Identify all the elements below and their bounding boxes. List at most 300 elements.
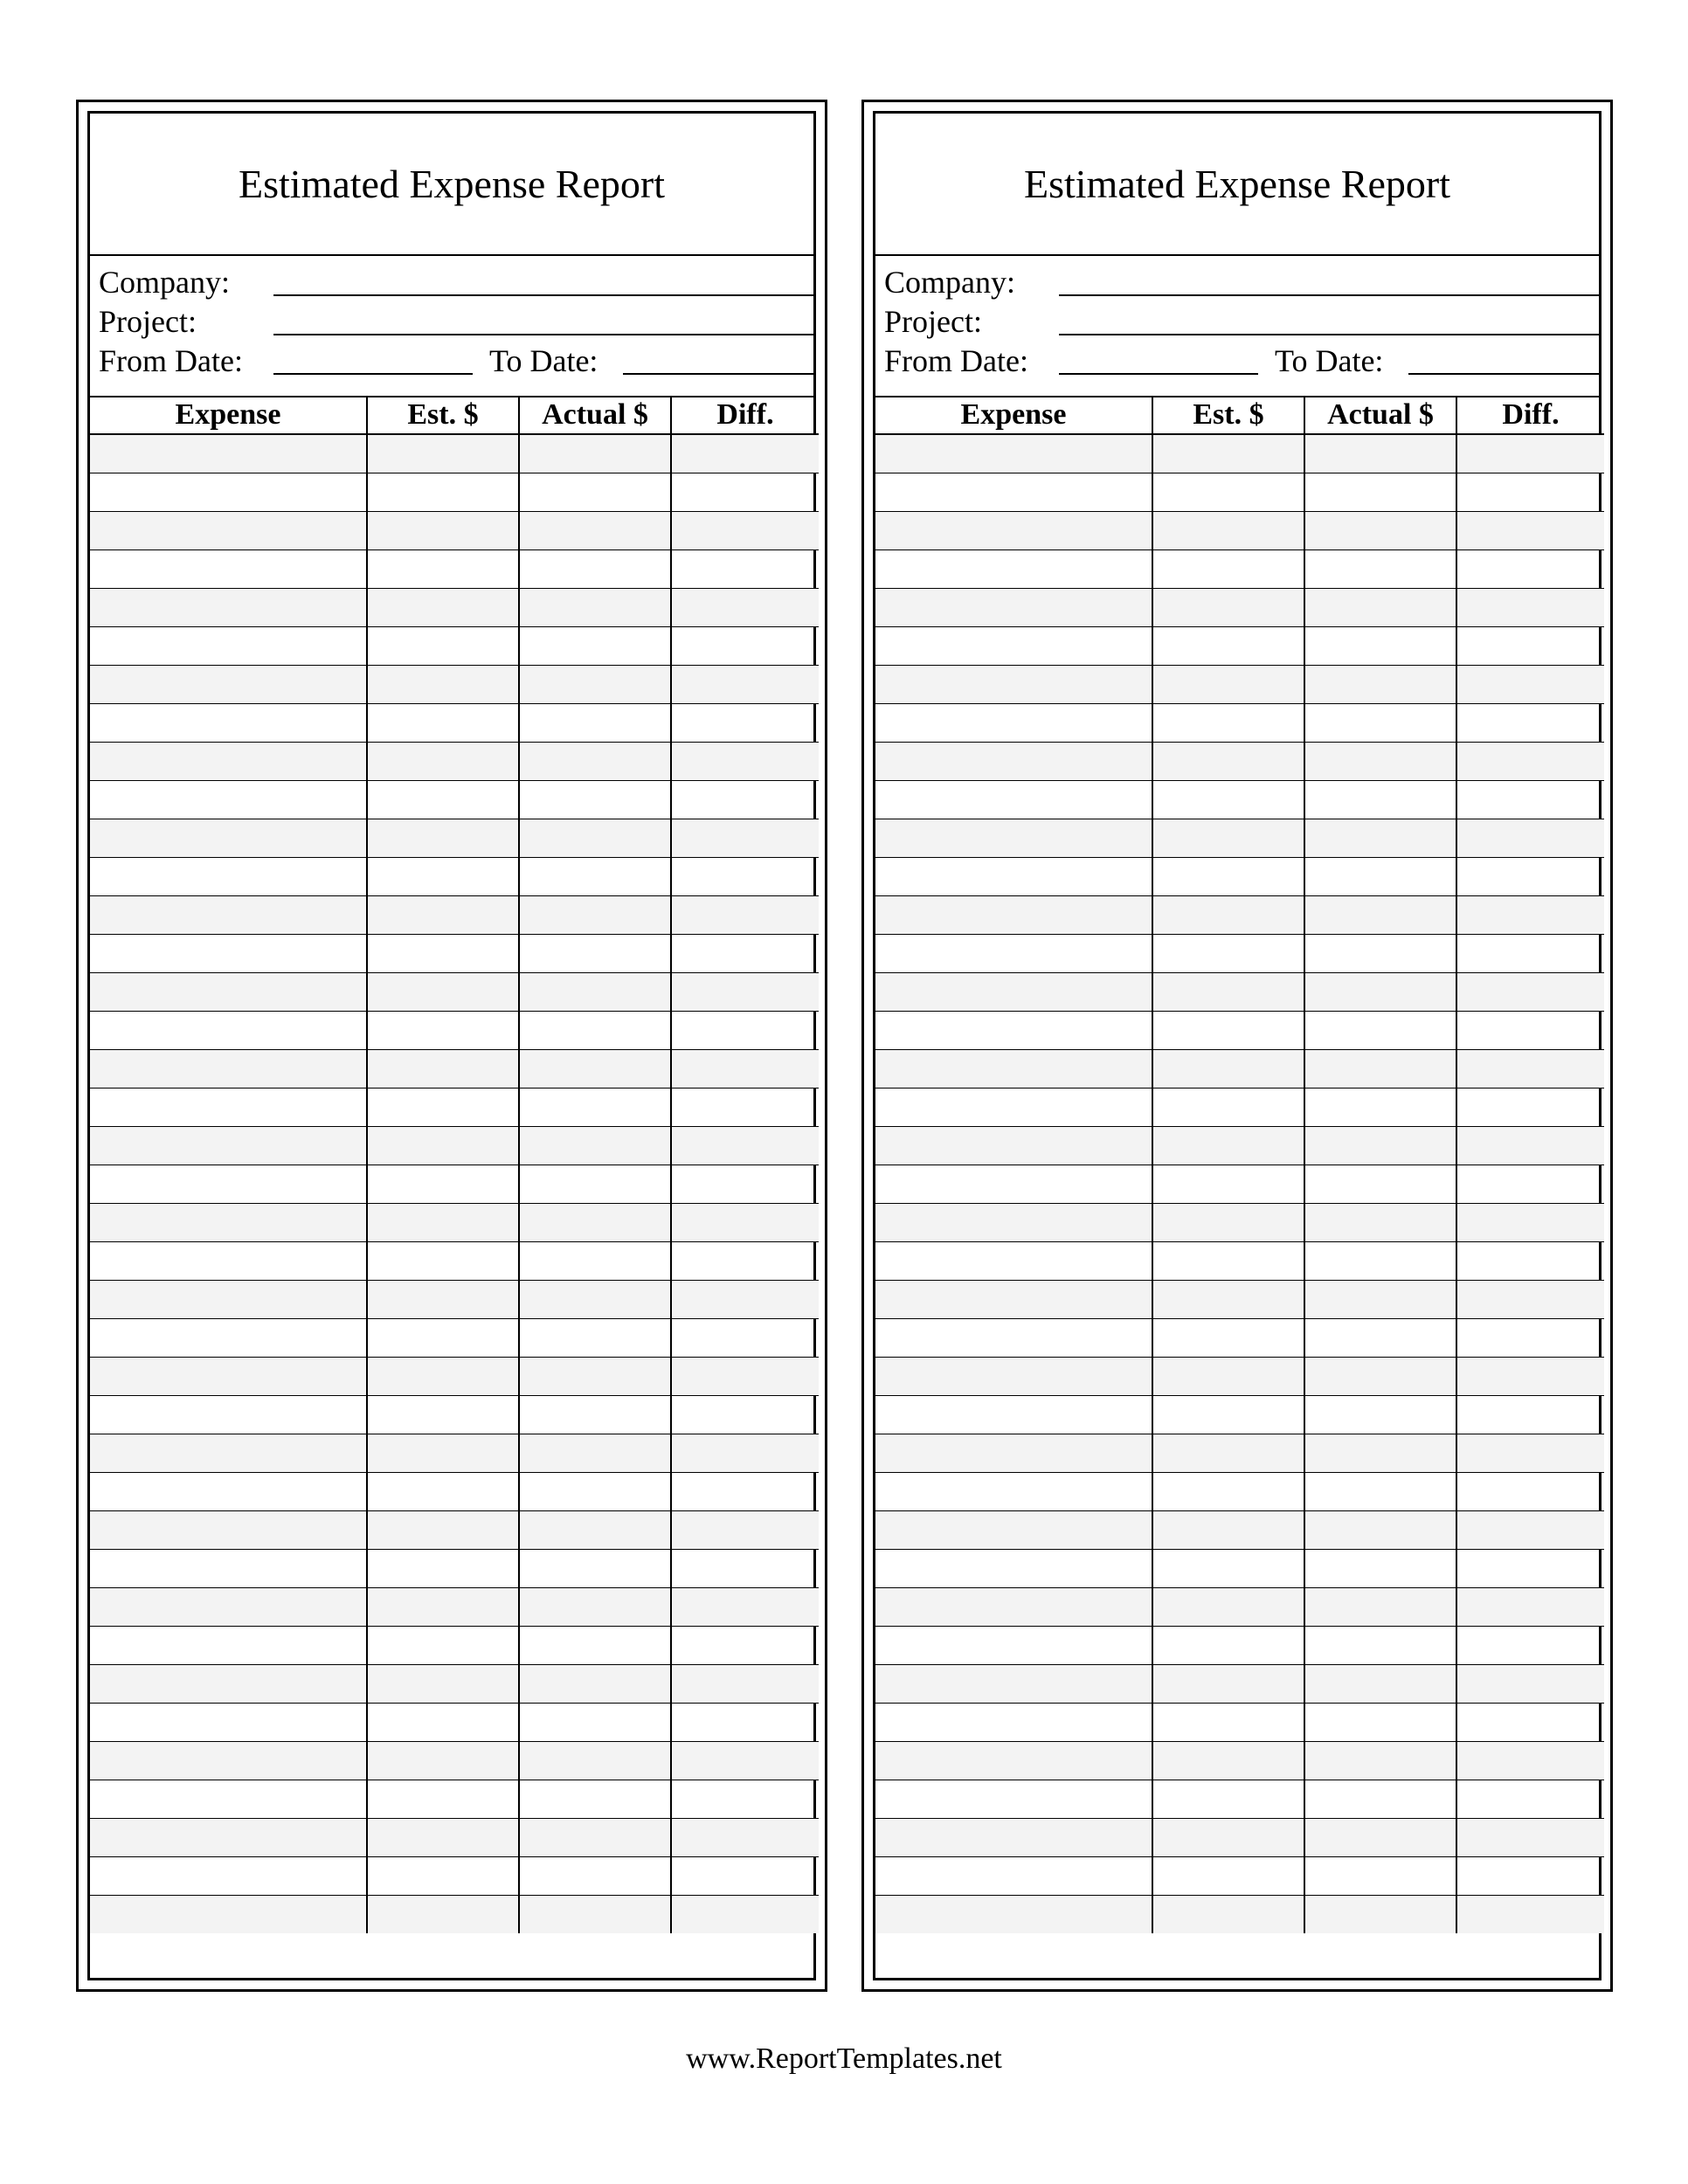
est-cell[interactable] [367,1780,519,1819]
diff-cell[interactable] [671,743,819,781]
expense-cell[interactable] [875,589,1152,627]
diff-cell[interactable] [1456,1704,1604,1742]
diff-cell[interactable] [1456,1780,1604,1819]
diff-cell[interactable] [1456,1358,1604,1396]
actual-cell[interactable] [519,1050,671,1089]
actual-cell[interactable] [1304,1704,1456,1742]
expense-cell[interactable] [875,1627,1152,1665]
diff-cell[interactable] [671,1704,819,1742]
est-cell[interactable] [1152,704,1304,743]
company-field[interactable] [1059,294,1599,296]
diff-cell[interactable] [671,1857,819,1896]
est-cell[interactable] [367,1396,519,1434]
actual-cell[interactable] [1304,1857,1456,1896]
actual-cell[interactable] [1304,1665,1456,1704]
expense-cell[interactable] [90,1396,367,1434]
est-cell[interactable] [1152,1050,1304,1089]
est-cell[interactable] [1152,743,1304,781]
actual-cell[interactable] [1304,1204,1456,1242]
actual-cell[interactable] [519,1665,671,1704]
diff-cell[interactable] [1456,1242,1604,1281]
actual-cell[interactable] [1304,1588,1456,1627]
est-cell[interactable] [1152,473,1304,512]
diff-cell[interactable] [1456,473,1604,512]
diff-cell[interactable] [1456,1127,1604,1165]
expense-cell[interactable] [875,1319,1152,1358]
actual-cell[interactable] [519,1242,671,1281]
actual-cell[interactable] [519,1319,671,1358]
expense-cell[interactable] [875,1857,1152,1896]
actual-cell[interactable] [1304,1281,1456,1319]
diff-cell[interactable] [1456,1319,1604,1358]
diff-cell[interactable] [671,1050,819,1089]
est-cell[interactable] [367,704,519,743]
expense-cell[interactable] [90,550,367,589]
est-cell[interactable] [1152,1358,1304,1396]
expense-cell[interactable] [875,1281,1152,1319]
est-cell[interactable] [367,1857,519,1896]
expense-cell[interactable] [90,1780,367,1819]
expense-cell[interactable] [875,1089,1152,1127]
est-cell[interactable] [1152,627,1304,666]
diff-cell[interactable] [1456,1089,1604,1127]
est-cell[interactable] [1152,1742,1304,1780]
expense-cell[interactable] [90,1704,367,1742]
expense-cell[interactable] [90,627,367,666]
est-cell[interactable] [367,1165,519,1204]
est-cell[interactable] [1152,434,1304,473]
diff-cell[interactable] [671,550,819,589]
diff-cell[interactable] [671,512,819,550]
actual-cell[interactable] [519,1780,671,1819]
diff-cell[interactable] [1456,1857,1604,1896]
est-cell[interactable] [1152,1704,1304,1742]
diff-cell[interactable] [1456,1665,1604,1704]
actual-cell[interactable] [1304,1511,1456,1550]
expense-cell[interactable] [875,743,1152,781]
est-cell[interactable] [1152,1089,1304,1127]
expense-cell[interactable] [875,434,1152,473]
expense-cell[interactable] [875,627,1152,666]
est-cell[interactable] [367,1819,519,1857]
expense-cell[interactable] [90,1434,367,1473]
actual-cell[interactable] [1304,704,1456,743]
actual-cell[interactable] [1304,1473,1456,1511]
est-cell[interactable] [1152,1204,1304,1242]
actual-cell[interactable] [519,550,671,589]
est-cell[interactable] [367,896,519,935]
diff-cell[interactable] [671,1780,819,1819]
actual-cell[interactable] [1304,1550,1456,1588]
expense-cell[interactable] [875,1665,1152,1704]
est-cell[interactable] [1152,1434,1304,1473]
actual-cell[interactable] [519,1627,671,1665]
actual-cell[interactable] [519,743,671,781]
expense-cell[interactable] [90,1742,367,1780]
diff-cell[interactable] [671,704,819,743]
est-cell[interactable] [367,1588,519,1627]
est-cell[interactable] [1152,589,1304,627]
expense-cell[interactable] [90,1511,367,1550]
est-cell[interactable] [1152,1511,1304,1550]
diff-cell[interactable] [1456,743,1604,781]
diff-cell[interactable] [671,819,819,858]
actual-cell[interactable] [519,1588,671,1627]
diff-cell[interactable] [1456,550,1604,589]
actual-cell[interactable] [1304,1127,1456,1165]
actual-cell[interactable] [1304,1012,1456,1050]
expense-cell[interactable] [875,781,1152,819]
diff-cell[interactable] [671,781,819,819]
actual-cell[interactable] [1304,1050,1456,1089]
actual-cell[interactable] [1304,819,1456,858]
expense-cell[interactable] [875,1550,1152,1588]
est-cell[interactable] [1152,666,1304,704]
est-cell[interactable] [1152,1012,1304,1050]
diff-cell[interactable] [671,1819,819,1857]
est-cell[interactable] [367,935,519,973]
actual-cell[interactable] [519,1857,671,1896]
actual-cell[interactable] [1304,1742,1456,1780]
actual-cell[interactable] [1304,512,1456,550]
est-cell[interactable] [1152,819,1304,858]
actual-cell[interactable] [1304,1819,1456,1857]
est-cell[interactable] [1152,1127,1304,1165]
est-cell[interactable] [1152,858,1304,896]
expense-cell[interactable] [90,743,367,781]
expense-cell[interactable] [875,1896,1152,1934]
expense-cell[interactable] [90,512,367,550]
expense-cell[interactable] [90,1473,367,1511]
actual-cell[interactable] [1304,1780,1456,1819]
expense-cell[interactable] [875,1050,1152,1089]
expense-cell[interactable] [90,1242,367,1281]
expense-cell[interactable] [875,1127,1152,1165]
diff-cell[interactable] [671,858,819,896]
est-cell[interactable] [1152,1780,1304,1819]
expense-cell[interactable] [875,1511,1152,1550]
diff-cell[interactable] [1456,781,1604,819]
diff-cell[interactable] [1456,1012,1604,1050]
est-cell[interactable] [1152,1665,1304,1704]
expense-cell[interactable] [875,1396,1152,1434]
from-date-field[interactable] [1059,373,1258,375]
expense-cell[interactable] [875,666,1152,704]
est-cell[interactable] [367,819,519,858]
actual-cell[interactable] [1304,1089,1456,1127]
actual-cell[interactable] [1304,1396,1456,1434]
actual-cell[interactable] [519,1473,671,1511]
est-cell[interactable] [367,973,519,1012]
expense-cell[interactable] [90,1050,367,1089]
expense-cell[interactable] [875,1704,1152,1742]
expense-cell[interactable] [90,1857,367,1896]
diff-cell[interactable] [1456,1050,1604,1089]
diff-cell[interactable] [671,666,819,704]
expense-cell[interactable] [90,819,367,858]
actual-cell[interactable] [519,973,671,1012]
expense-cell[interactable] [875,819,1152,858]
est-cell[interactable] [1152,1473,1304,1511]
actual-cell[interactable] [519,1896,671,1934]
diff-cell[interactable] [671,1319,819,1358]
est-cell[interactable] [1152,1857,1304,1896]
diff-cell[interactable] [671,1511,819,1550]
diff-cell[interactable] [1456,896,1604,935]
actual-cell[interactable] [1304,1358,1456,1396]
est-cell[interactable] [367,1511,519,1550]
diff-cell[interactable] [1456,1896,1604,1934]
project-field[interactable] [273,334,813,335]
expense-cell[interactable] [875,1242,1152,1281]
diff-cell[interactable] [671,896,819,935]
diff-cell[interactable] [1456,704,1604,743]
actual-cell[interactable] [1304,896,1456,935]
actual-cell[interactable] [519,627,671,666]
est-cell[interactable] [367,627,519,666]
to-date-field[interactable] [623,373,813,375]
est-cell[interactable] [1152,1319,1304,1358]
diff-cell[interactable] [1456,627,1604,666]
est-cell[interactable] [1152,935,1304,973]
expense-cell[interactable] [90,1819,367,1857]
est-cell[interactable] [367,666,519,704]
actual-cell[interactable] [519,704,671,743]
est-cell[interactable] [1152,1896,1304,1934]
est-cell[interactable] [367,589,519,627]
est-cell[interactable] [367,1358,519,1396]
expense-cell[interactable] [90,1089,367,1127]
expense-cell[interactable] [875,1204,1152,1242]
expense-cell[interactable] [875,858,1152,896]
diff-cell[interactable] [671,1434,819,1473]
expense-cell[interactable] [90,589,367,627]
diff-cell[interactable] [671,1242,819,1281]
diff-cell[interactable] [671,1358,819,1396]
expense-cell[interactable] [90,434,367,473]
diff-cell[interactable] [1456,858,1604,896]
diff-cell[interactable] [671,434,819,473]
actual-cell[interactable] [1304,1627,1456,1665]
diff-cell[interactable] [671,1165,819,1204]
expense-cell[interactable] [90,973,367,1012]
actual-cell[interactable] [519,434,671,473]
est-cell[interactable] [367,1127,519,1165]
actual-cell[interactable] [519,666,671,704]
diff-cell[interactable] [1456,1627,1604,1665]
expense-cell[interactable] [90,1588,367,1627]
diff-cell[interactable] [1456,1165,1604,1204]
actual-cell[interactable] [519,935,671,973]
expense-cell[interactable] [875,550,1152,589]
actual-cell[interactable] [519,858,671,896]
expense-cell[interactable] [90,1165,367,1204]
expense-cell[interactable] [875,1780,1152,1819]
actual-cell[interactable] [1304,1434,1456,1473]
diff-cell[interactable] [1456,589,1604,627]
expense-cell[interactable] [90,935,367,973]
est-cell[interactable] [367,781,519,819]
actual-cell[interactable] [1304,550,1456,589]
actual-cell[interactable] [519,1434,671,1473]
diff-cell[interactable] [1456,1819,1604,1857]
est-cell[interactable] [367,1012,519,1050]
actual-cell[interactable] [1304,473,1456,512]
expense-cell[interactable] [90,1550,367,1588]
est-cell[interactable] [367,1627,519,1665]
diff-cell[interactable] [671,1742,819,1780]
est-cell[interactable] [1152,1396,1304,1434]
actual-cell[interactable] [519,1089,671,1127]
est-cell[interactable] [367,1704,519,1742]
expense-cell[interactable] [875,512,1152,550]
expense-cell[interactable] [90,1896,367,1934]
diff-cell[interactable] [1456,1511,1604,1550]
diff-cell[interactable] [671,473,819,512]
diff-cell[interactable] [1456,1434,1604,1473]
est-cell[interactable] [367,1473,519,1511]
expense-cell[interactable] [875,973,1152,1012]
actual-cell[interactable] [519,781,671,819]
expense-cell[interactable] [90,473,367,512]
est-cell[interactable] [1152,1627,1304,1665]
est-cell[interactable] [367,1896,519,1934]
actual-cell[interactable] [519,589,671,627]
est-cell[interactable] [367,1089,519,1127]
expense-cell[interactable] [90,666,367,704]
est-cell[interactable] [1152,512,1304,550]
est-cell[interactable] [367,1319,519,1358]
company-field[interactable] [273,294,813,296]
actual-cell[interactable] [1304,781,1456,819]
expense-cell[interactable] [90,858,367,896]
actual-cell[interactable] [1304,858,1456,896]
actual-cell[interactable] [519,819,671,858]
est-cell[interactable] [367,1204,519,1242]
actual-cell[interactable] [1304,743,1456,781]
est-cell[interactable] [367,1050,519,1089]
expense-cell[interactable] [90,1281,367,1319]
est-cell[interactable] [367,1665,519,1704]
diff-cell[interactable] [671,935,819,973]
diff-cell[interactable] [671,1281,819,1319]
actual-cell[interactable] [1304,1242,1456,1281]
actual-cell[interactable] [519,1511,671,1550]
est-cell[interactable] [1152,896,1304,935]
est-cell[interactable] [367,512,519,550]
actual-cell[interactable] [519,1127,671,1165]
est-cell[interactable] [1152,973,1304,1012]
expense-cell[interactable] [90,1204,367,1242]
diff-cell[interactable] [671,1550,819,1588]
expense-cell[interactable] [875,1473,1152,1511]
expense-cell[interactable] [875,1434,1152,1473]
expense-cell[interactable] [90,1012,367,1050]
diff-cell[interactable] [1456,1550,1604,1588]
est-cell[interactable] [367,858,519,896]
actual-cell[interactable] [519,1281,671,1319]
expense-cell[interactable] [875,935,1152,973]
diff-cell[interactable] [671,973,819,1012]
expense-cell[interactable] [875,473,1152,512]
actual-cell[interactable] [519,512,671,550]
actual-cell[interactable] [519,1550,671,1588]
diff-cell[interactable] [671,1665,819,1704]
expense-cell[interactable] [90,1627,367,1665]
expense-cell[interactable] [875,1358,1152,1396]
diff-cell[interactable] [1456,666,1604,704]
actual-cell[interactable] [1304,1896,1456,1934]
expense-cell[interactable] [90,1665,367,1704]
diff-cell[interactable] [1456,1204,1604,1242]
expense-cell[interactable] [90,1127,367,1165]
expense-cell[interactable] [875,1165,1152,1204]
diff-cell[interactable] [1456,1588,1604,1627]
actual-cell[interactable] [1304,589,1456,627]
expense-cell[interactable] [90,1319,367,1358]
from-date-field[interactable] [273,373,473,375]
diff-cell[interactable] [671,1204,819,1242]
diff-cell[interactable] [1456,1742,1604,1780]
to-date-field[interactable] [1408,373,1599,375]
est-cell[interactable] [367,1434,519,1473]
expense-cell[interactable] [875,1588,1152,1627]
est-cell[interactable] [367,743,519,781]
est-cell[interactable] [367,473,519,512]
est-cell[interactable] [367,1742,519,1780]
expense-cell[interactable] [875,704,1152,743]
diff-cell[interactable] [1456,1473,1604,1511]
actual-cell[interactable] [1304,666,1456,704]
est-cell[interactable] [367,1242,519,1281]
est-cell[interactable] [367,434,519,473]
actual-cell[interactable] [1304,935,1456,973]
diff-cell[interactable] [671,1627,819,1665]
diff-cell[interactable] [1456,434,1604,473]
diff-cell[interactable] [1456,1281,1604,1319]
actual-cell[interactable] [519,1358,671,1396]
expense-cell[interactable] [875,896,1152,935]
est-cell[interactable] [367,550,519,589]
diff-cell[interactable] [1456,1396,1604,1434]
diff-cell[interactable] [671,1012,819,1050]
est-cell[interactable] [1152,1242,1304,1281]
est-cell[interactable] [1152,1588,1304,1627]
actual-cell[interactable] [519,1012,671,1050]
est-cell[interactable] [1152,1281,1304,1319]
diff-cell[interactable] [671,1588,819,1627]
est-cell[interactable] [1152,1550,1304,1588]
expense-cell[interactable] [875,1819,1152,1857]
actual-cell[interactable] [1304,434,1456,473]
diff-cell[interactable] [671,1396,819,1434]
actual-cell[interactable] [519,1742,671,1780]
actual-cell[interactable] [519,473,671,512]
est-cell[interactable] [1152,1165,1304,1204]
diff-cell[interactable] [1456,512,1604,550]
expense-cell[interactable] [875,1012,1152,1050]
expense-cell[interactable] [90,1358,367,1396]
diff-cell[interactable] [671,1896,819,1934]
actual-cell[interactable] [519,896,671,935]
expense-cell[interactable] [90,704,367,743]
diff-cell[interactable] [671,1127,819,1165]
expense-cell[interactable] [90,896,367,935]
est-cell[interactable] [1152,781,1304,819]
actual-cell[interactable] [1304,1165,1456,1204]
diff-cell[interactable] [671,1089,819,1127]
est-cell[interactable] [367,1281,519,1319]
